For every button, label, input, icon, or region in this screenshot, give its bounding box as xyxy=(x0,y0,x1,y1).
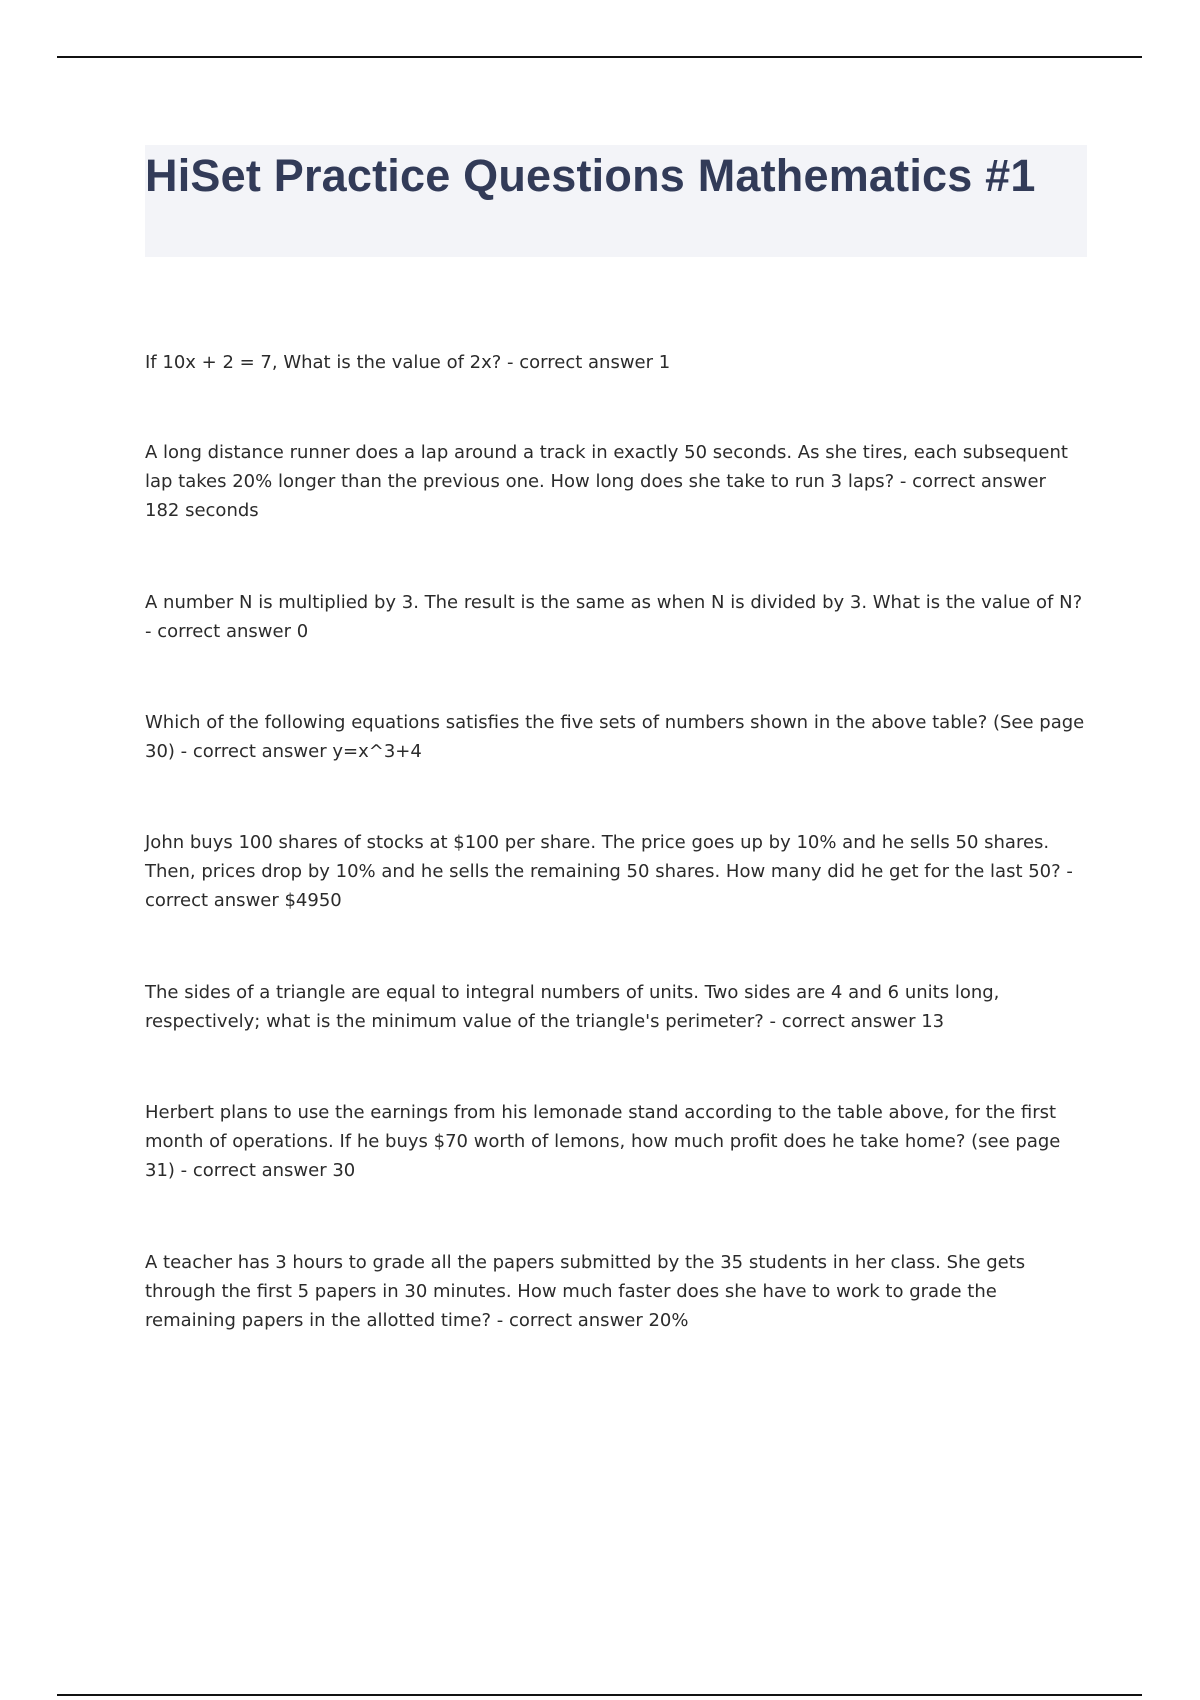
question-item-3: A number N is multiplied by 3. The result is the same as when N is divided by 3. What is the value of N? - correct answer 0 xyxy=(145,592,1083,642)
question-item-6: The sides of a triangle are equal to integral numbers of units. Two sides are 4 and 6 units long, respectively; what is the minimum value of the triangle's perimeter? - correct answer 13 xyxy=(145,982,1000,1032)
top-divider xyxy=(57,56,1142,58)
question-item-8: A teacher has 3 hours to grade all the papers submitted by the 35 students in her class. She gets through the first 5 papers in 30 minutes. How much faster does she have to work to grade the remaining papers in the allotted time? - correct answer 20% xyxy=(145,1252,1026,1331)
title-block xyxy=(145,145,1087,257)
question-item-5: John buys 100 shares of stocks at $100 per share. The price goes up by 10% and he sells 50 shares. Then, prices drop by 10% and he sells the remaining 50 shares. How many did he get for the last 50? - correct answer $4950 xyxy=(145,832,1073,911)
bottom-divider xyxy=(57,1694,1142,1696)
page-title: HiSet Practice Questions Mathematics #1 xyxy=(145,150,1036,201)
question-item-7: Herbert plans to use the earnings from his lemonade stand according to the table above, for the first month of operations. If he buys $70 worth of lemons, how much profit does he take home? (see page 31) - correct answer 30 xyxy=(145,1102,1061,1181)
question-item-1: If 10x + 2 = 7, What is the value of 2x? - correct answer 1 xyxy=(145,352,671,373)
question-item-2: A long distance runner does a lap around a track in exactly 50 seconds. As she tires, each subsequent lap takes 20% longer than the previous one. How long does she take to run 3 laps? - correct answer 182 seconds xyxy=(145,442,1068,521)
question-item-4: Which of the following equations satisfies the five sets of numbers shown in the above table? (See page 30) - correct answer y=x^3+4 xyxy=(145,712,1085,762)
